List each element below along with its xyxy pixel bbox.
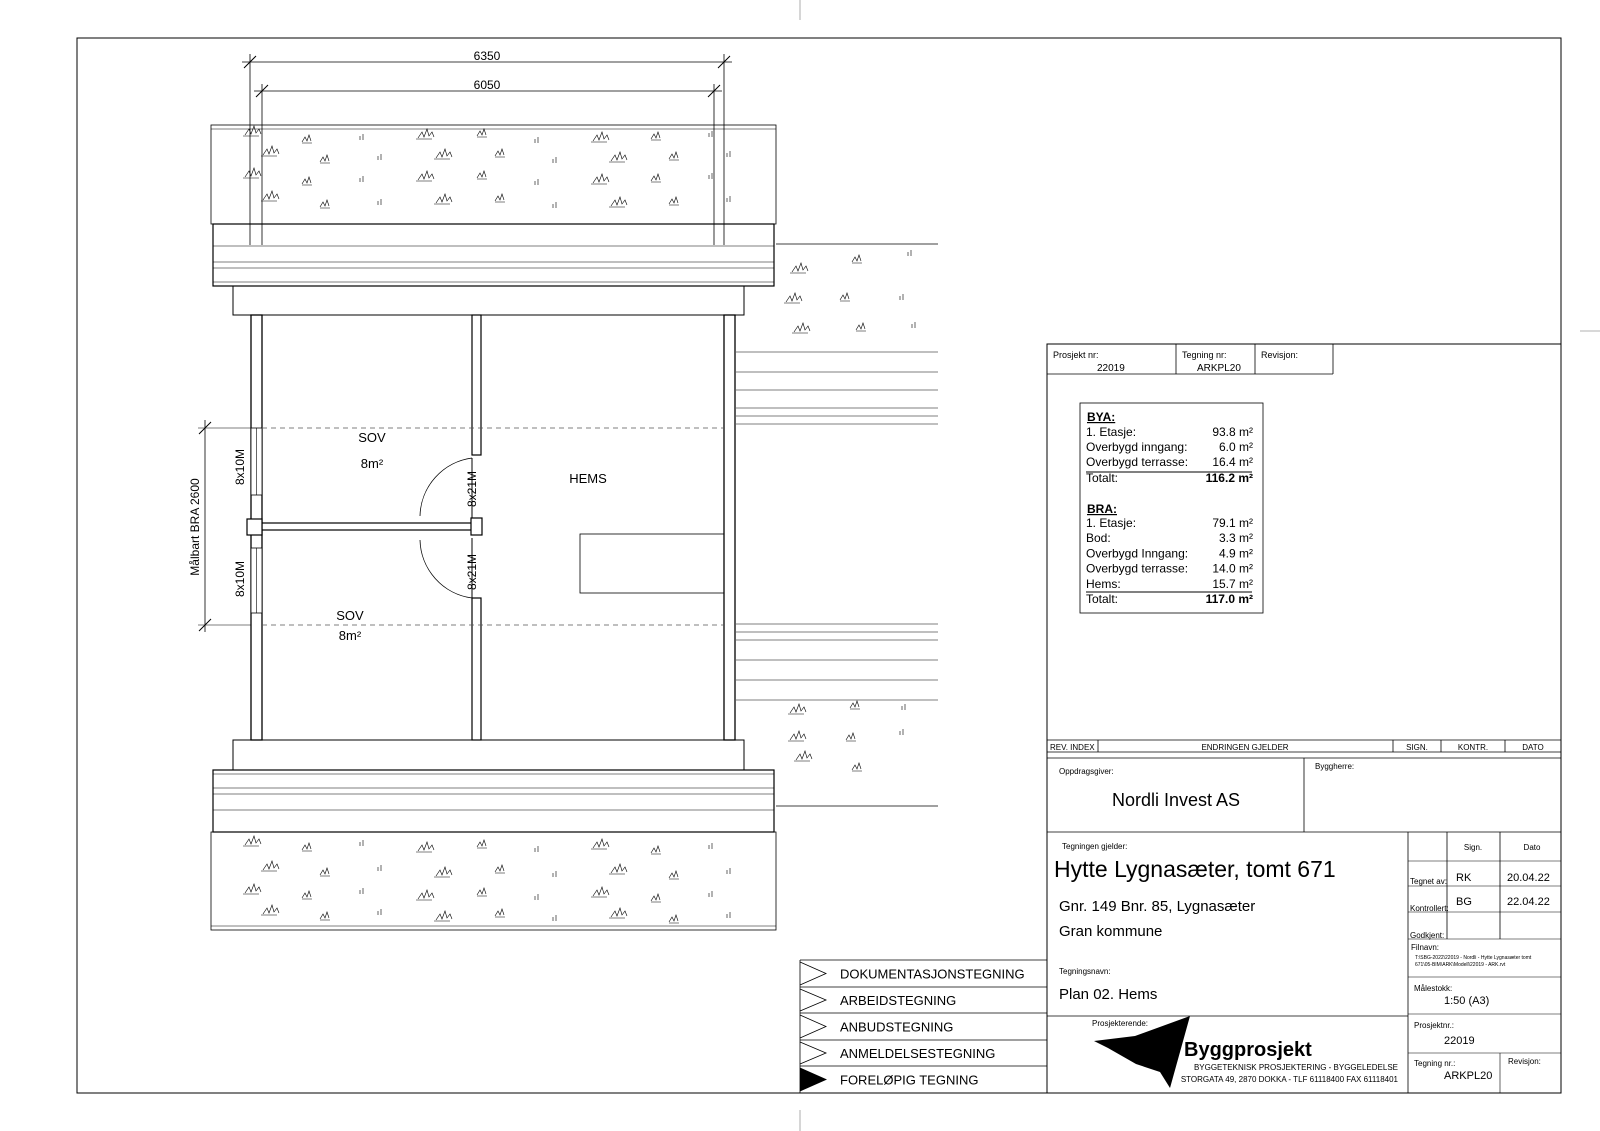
- revisjon2-label: Revisjon:: [1508, 1057, 1541, 1066]
- grass-tuft: [856, 323, 866, 331]
- grass-tuft: [609, 152, 627, 162]
- grass-tuft: [651, 894, 661, 902]
- grass-tuft: [792, 323, 810, 333]
- grass-tuft: [709, 843, 712, 849]
- grass-tuft: [788, 731, 806, 741]
- grass-tuft: [302, 177, 312, 185]
- bra-row-value: 79.1 m²: [1212, 516, 1253, 530]
- grass-tuft: [495, 149, 505, 157]
- bya-total-label: Totalt:: [1086, 471, 1119, 485]
- grass-tuft: [852, 255, 862, 263]
- grass-tuft: [434, 867, 452, 877]
- grass-tuft: [302, 135, 312, 143]
- grass-tuft: [553, 871, 556, 877]
- grass-tuft: [495, 865, 505, 873]
- project-title: Hytte Lygnasæter, tomt 671: [1054, 856, 1336, 882]
- room-hems-name: HEMS: [569, 471, 607, 486]
- grass-tuft: [669, 871, 679, 879]
- grass-tuft: [261, 861, 279, 871]
- bra-row-value: 3.3 m²: [1218, 531, 1253, 546]
- bra-total-value: 117.0 m²: [1205, 592, 1253, 606]
- window-lower: [251, 548, 262, 613]
- room-sov-lower-area: 8m²: [338, 628, 362, 643]
- prosjekt-nr-label: Prosjekt nr:: [1053, 350, 1099, 360]
- grass-tuft: [243, 126, 261, 136]
- grass-tuft: [243, 884, 261, 894]
- room-sov-upper-area: 8m²: [360, 456, 384, 471]
- grass-tuft: [840, 293, 850, 301]
- grass-tuft: [609, 197, 627, 207]
- bra-total-label: Totalt:: [1086, 592, 1119, 606]
- grass-tuft: [320, 155, 330, 163]
- stage-label: ANBUDSTEGNING: [840, 1019, 954, 1035]
- grass-tuft: [243, 168, 261, 178]
- tegnet-av-value: RK: [1456, 872, 1472, 884]
- grass-tuft: [790, 263, 808, 273]
- stage-marker-icon: [800, 1015, 826, 1038]
- bra-row-label: Hems:: [1086, 576, 1121, 591]
- grass-tuft: [360, 134, 363, 140]
- grass-tuft: [378, 865, 381, 871]
- grass-tuft: [553, 202, 556, 208]
- room-sov-upper-name: SOV: [358, 430, 386, 445]
- grass-tuft: [302, 891, 312, 899]
- grass-tuft: [477, 171, 487, 179]
- window-label-upper: 8x10M: [233, 448, 247, 486]
- grass-tuft: [902, 704, 905, 710]
- stage-marker-active-icon: [800, 1068, 826, 1091]
- grass-tuft: [591, 132, 609, 142]
- dato-header: DATO: [1522, 743, 1544, 752]
- rev-index-header: REV. INDEX: [1050, 743, 1095, 752]
- grass-tuft: [477, 129, 487, 137]
- prosjektnr-value: 22019: [1444, 1035, 1475, 1047]
- company-badge: SBG: [1131, 1042, 1171, 1062]
- grass-tuft: [591, 887, 609, 897]
- roof-top: [211, 125, 776, 315]
- grass-tuft: [416, 842, 434, 852]
- stage-label: ANMELDELSESTEGNING: [840, 1046, 996, 1061]
- bya-row-label: Overbygd terrasse:: [1086, 455, 1189, 469]
- byggherre-label: Byggherre:: [1315, 762, 1355, 771]
- bya-rows: [1086, 425, 1253, 469]
- grass-tuft: [320, 200, 330, 208]
- grass-tuft: [261, 146, 279, 156]
- filnavn-line2: 671\05-BIM\ARK\Modell\22019 - ARK.rvt: [1415, 962, 1506, 968]
- prosjekterende-label: Prosjekterende:: [1092, 1019, 1149, 1028]
- grass-tuft: [609, 864, 627, 874]
- window-upper: [251, 428, 262, 495]
- bya-header: BYA:: [1087, 410, 1116, 424]
- grass-tuft: [651, 174, 661, 182]
- grass-tuft: [651, 846, 661, 854]
- floor-plan: [188, 49, 938, 930]
- tegnet-dato-value: 20.04.22: [1507, 872, 1550, 884]
- kontrollert-value: BG: [1456, 896, 1472, 908]
- grass-tuft: [908, 250, 911, 256]
- grass-tuft: [378, 199, 381, 205]
- grass-tuft: [553, 157, 556, 163]
- stage-label: DOKUMENTASJONSTEGNING: [840, 966, 1025, 982]
- address-line2: Gran kommune: [1059, 923, 1163, 940]
- kontrollert-dato-value: 22.04.22: [1507, 896, 1550, 908]
- bra-row-label: 1. Etasje:: [1086, 516, 1137, 530]
- grass-tuft: [320, 912, 330, 920]
- grass-tuft: [378, 909, 381, 915]
- grass-tuft: [535, 137, 538, 143]
- grass-tuft: [434, 911, 452, 921]
- bra-row-value: 15.7 m²: [1212, 576, 1253, 591]
- sign-col-header: Sign.: [1463, 843, 1483, 852]
- bra-row-label: Bod:: [1086, 531, 1111, 546]
- grass-tuft: [495, 909, 505, 917]
- company-address: STORGATA 49, 2870 DOKKA - TLF 61118400 FAX 61118401: [1180, 1075, 1398, 1084]
- grass-tuft: [709, 173, 712, 179]
- grass-tuft: [434, 149, 452, 159]
- stage-table: [800, 962, 1047, 1093]
- room-sov-lower-name: SOV: [336, 608, 364, 623]
- grass-tuft: [727, 912, 730, 918]
- bra-header: BRA:: [1087, 502, 1117, 516]
- door-label-lower: 8x21M: [465, 553, 479, 591]
- bya-row-label: 1. Etasje:: [1086, 425, 1137, 439]
- bra-row-value: 14.0 m²: [1212, 561, 1253, 576]
- grass-tuft: [784, 293, 802, 303]
- grass-tuft: [378, 154, 381, 160]
- bya-row-label: Overbygd inngang:: [1086, 440, 1188, 454]
- grass-tuft: [709, 891, 712, 897]
- grass-tuft: [360, 176, 363, 182]
- terrace-right: [736, 244, 938, 806]
- oppdragsgiver-value: Nordli Invest AS: [1112, 790, 1241, 810]
- grass-tuft: [900, 294, 903, 300]
- tegningsnavn-value: Plan 02. Hems: [1059, 986, 1158, 1003]
- bra-row-label: Overbygd Inngang:: [1086, 546, 1189, 561]
- stage-label: FORELØPIG TEGNING: [840, 1072, 979, 1088]
- grass-tuft: [553, 915, 556, 921]
- grass-tuft: [669, 197, 679, 205]
- grass-tuft: [727, 196, 730, 202]
- prosjektnr-label: Prosjektnr.:: [1414, 1021, 1455, 1030]
- grass-tuft: [727, 151, 730, 157]
- void-opening: [580, 534, 724, 593]
- grass-tuft: [788, 704, 806, 714]
- grass-tuft: [669, 915, 679, 923]
- grass-tuft: [535, 846, 538, 852]
- grass-tuft: [360, 888, 363, 894]
- malestokk-label: Målestokk:: [1414, 984, 1453, 993]
- bra-rows: [1086, 516, 1253, 591]
- grass-tuft: [535, 179, 538, 185]
- dimension-outer-label: 6350: [473, 49, 501, 63]
- kontr-header: KONTR.: [1457, 743, 1489, 752]
- grass-tuft: [320, 868, 330, 876]
- company-tagline: BYGGETEKNISK PROSJEKTERING - BYGGELEDELSE: [1193, 1063, 1398, 1072]
- grass-tuft: [651, 132, 661, 140]
- grass-tuft: [794, 751, 812, 761]
- grass-tuft: [900, 729, 903, 735]
- walls: [247, 315, 735, 740]
- grass-tuft: [669, 152, 679, 160]
- bra-row-value: 4.9 m²: [1218, 546, 1253, 561]
- grass-tuft: [434, 194, 452, 204]
- sign-header: SIGN.: [1406, 743, 1428, 752]
- filnavn-line1: T:\SBG-2022\22019 - Nordli - Hytte Lygnasæter tomt: [1415, 955, 1532, 961]
- malestokk-value: 1:50 (A3): [1444, 995, 1490, 1007]
- tegnet-av-label: Tegnet av:: [1410, 877, 1447, 886]
- grass-tuft: [243, 836, 261, 846]
- window-label-lower: 8x10M: [233, 560, 247, 598]
- bya-row-value: 93.8 m²: [1212, 425, 1253, 439]
- grass-tuft: [302, 843, 312, 851]
- company-name: Byggprosjekt: [1184, 1039, 1312, 1061]
- revisjon-label: Revisjon:: [1261, 350, 1299, 360]
- grass-tuft: [912, 322, 915, 328]
- measure-label: Målbart BRA 2600: [188, 478, 202, 576]
- grass-tuft: [416, 890, 434, 900]
- stage-marker-icon: [800, 962, 826, 985]
- grass-tuft: [477, 888, 487, 896]
- grass-tuft: [852, 763, 862, 771]
- grass-tuft: [591, 174, 609, 184]
- grass-tuft: [535, 894, 538, 900]
- prosjekt-nr-value: 22019: [1097, 363, 1125, 374]
- grass-tuft: [416, 171, 434, 181]
- grass-tuft: [591, 839, 609, 849]
- stage-marker-icon: [800, 1042, 826, 1064]
- dato-col-header: Dato: [1523, 843, 1541, 852]
- bra-row-label: Overbygd terrasse:: [1086, 561, 1189, 576]
- grass-tuft: [609, 908, 627, 918]
- tegning-nr-value: ARKPL20: [1197, 363, 1241, 374]
- grass-tuft: [709, 131, 712, 137]
- bya-row-value: 6.0 m²: [1218, 440, 1253, 454]
- kontrollert-label: Kontrollert:: [1410, 904, 1449, 913]
- grass-tuft: [495, 194, 505, 202]
- bya-total-value: 116.2 m²: [1205, 471, 1253, 485]
- dimension-inner-label: 6050: [473, 78, 501, 92]
- stage-marker-icon: [800, 989, 826, 1011]
- grass-tuft: [727, 868, 730, 874]
- roof-bottom: [211, 740, 776, 930]
- endringen-gjelder-header: ENDRINGEN GJELDER: [1201, 743, 1289, 752]
- dimension-inner: [254, 78, 722, 245]
- grass-tuft: [360, 840, 363, 846]
- grass-tuft: [477, 840, 487, 848]
- grass-tuft: [261, 905, 279, 915]
- tegningsnavn-label: Tegningsnavn:: [1059, 967, 1111, 976]
- grass-tuft: [261, 191, 279, 201]
- grass-tuft: [850, 701, 860, 709]
- tegning-nr-label: Tegning nr:: [1182, 350, 1227, 360]
- grass-tuft: [416, 129, 434, 139]
- tegning-nr2-value: ARKPL20: [1444, 1070, 1493, 1082]
- filnavn-label: Filnavn:: [1411, 943, 1440, 952]
- tegning-nr2-label: Tegning nr.:: [1414, 1059, 1456, 1068]
- grass-tuft: [846, 733, 856, 741]
- address-line1: Gnr. 149 Bnr. 85, Lygnasæter: [1059, 898, 1256, 915]
- sheet-frame: [77, 0, 1600, 1131]
- bya-row-value: 16.4 m²: [1212, 455, 1253, 469]
- oppdragsgiver-label: Oppdragsgiver:: [1059, 767, 1114, 776]
- tegningen-gjelder-label: Tegningen gjelder:: [1062, 842, 1128, 851]
- stage-label: ARBEIDSTEGNING: [840, 993, 957, 1008]
- godkjent-label: Godkjent:: [1410, 931, 1445, 940]
- door-label-upper: 8x21M: [465, 470, 479, 508]
